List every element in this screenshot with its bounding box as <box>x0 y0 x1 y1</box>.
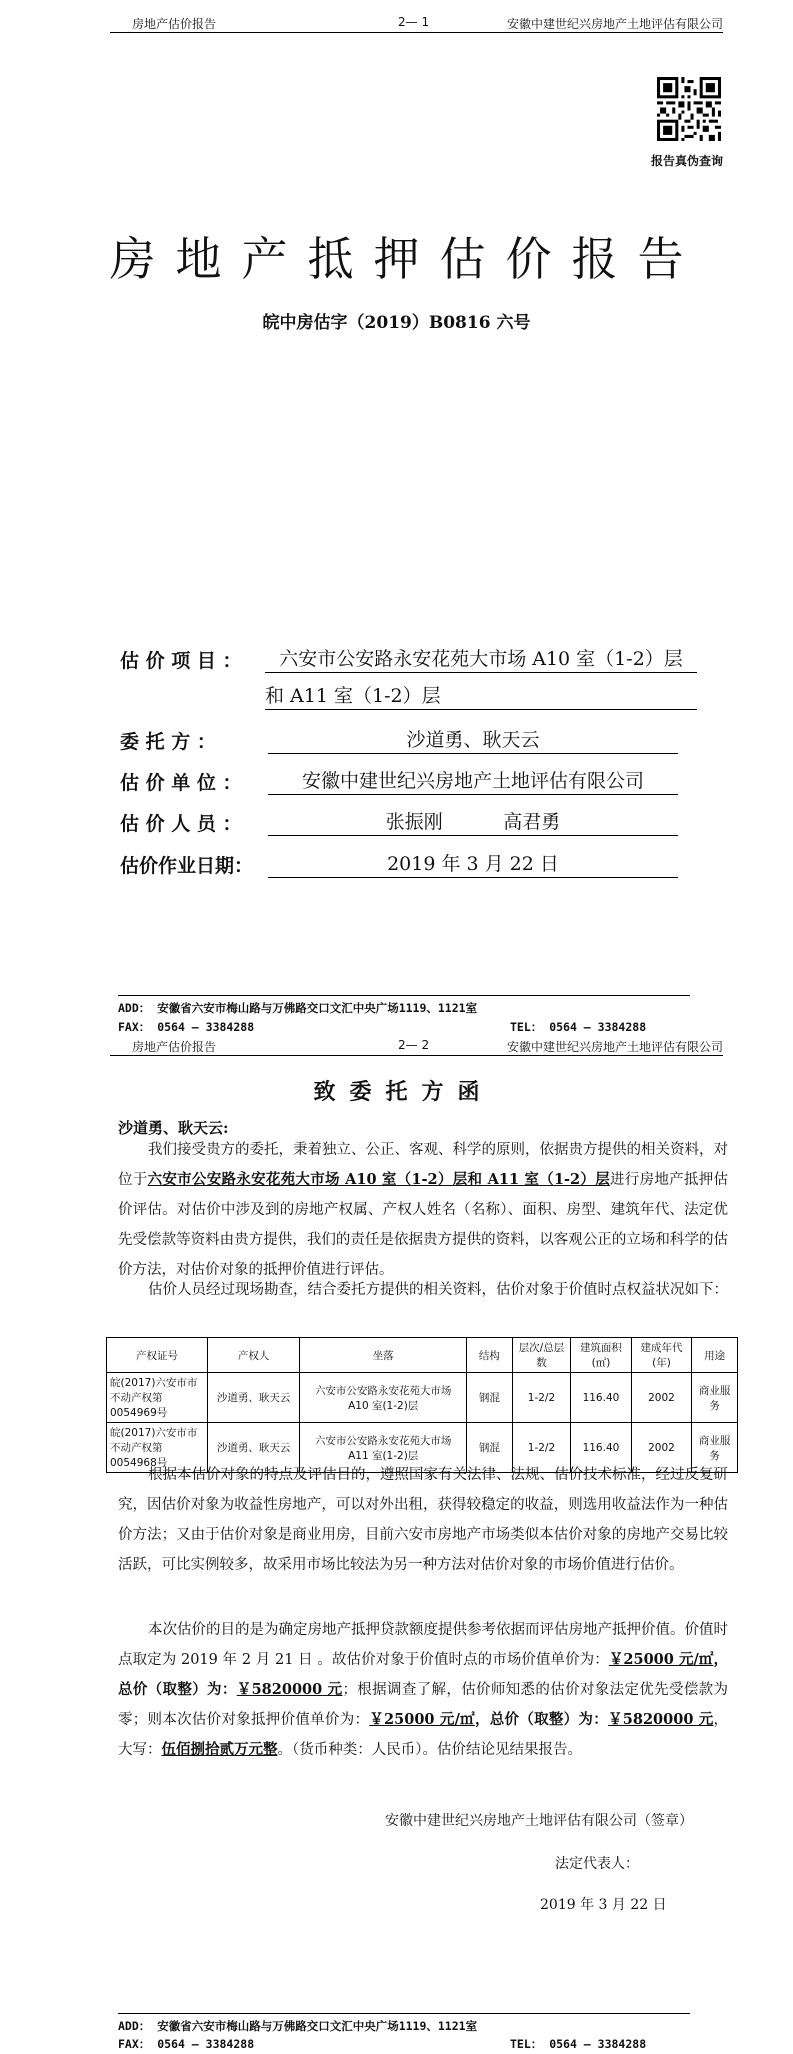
cell-structure: 钢混 <box>467 1373 513 1423</box>
letter-date: 2019 年 3 月 22 日 <box>540 1897 667 1913</box>
field-value: 沙道勇、耿天云 <box>268 727 678 754</box>
col-header: 建成年代(年) <box>631 1338 692 1373</box>
col-header: 用途 <box>692 1338 738 1373</box>
field-value: 安徽中建世纪兴房地产土地评估有限公司 <box>268 768 678 795</box>
intro-text: 我们接受贵方的委托，秉着独立、公正、客观、科学的原则，依据贵方提供的相关资料，对位于 <box>118 1142 728 1188</box>
conclusion-text: 。（货币种类：人民币）。估价结论见结果报告。 <box>277 1742 582 1758</box>
footer-divider <box>118 995 690 996</box>
page-title: 房地产抵押估价报告 <box>109 232 704 286</box>
field-label: 委 托 方 ： <box>120 731 216 753</box>
paragraph-survey: 估价人员经过现场勘查，结合委托方提供的相关资料，估价对象于价值时点权益状况如下： <box>148 1282 728 1298</box>
amount-in-words: 伍佰捌拾贰万元整 <box>161 1741 278 1758</box>
conclusion-text: ，总价（取整）为： <box>118 1651 729 1698</box>
qr-code-icon[interactable] <box>657 77 721 141</box>
header-page-number: 2— 1 <box>398 15 430 29</box>
legal-representative: 法定代表人： <box>555 1856 639 1872</box>
market-total-price: ￥5820000 元 <box>236 1681 343 1698</box>
col-header: 建筑面积(㎡) <box>571 1338 632 1373</box>
cell-location: 六安市公安路永安花苑大市场 A11 室(1-2)层 <box>300 1423 467 1473</box>
header-page-number: 2— 2 <box>398 1038 430 1052</box>
field-value: 六安市公安路永安花苑大市场 A10 室（1-2）层 <box>265 646 697 673</box>
header-left: 房地产估价报告 <box>132 17 217 31</box>
cell-year: 2002 <box>631 1373 692 1423</box>
footer-tel: TEL： 0564 — 3384288 <box>510 2037 647 2051</box>
cell-area: 116.40 <box>571 1423 632 1473</box>
header-company: 安徽中建世纪兴房地产土地评估有限公司 <box>506 17 723 31</box>
table-header-row <box>107 1338 738 1373</box>
mortgage-unit-price: ￥25000 元/㎡ <box>369 1711 475 1728</box>
col-header: 层次/总层数 <box>512 1338 570 1373</box>
conclusion-text: 本次估价的目的是为确定房地产抵押贷款额度提供参考依据而评估房地产抵押价值。价值时点取定为 2019 年 2 月 21 日 。故估价对象于价值时点的市场价值单价为： <box>118 1622 728 1668</box>
mortgage-total-price: ￥5820000 元 <box>608 1711 714 1728</box>
qr-caption: 报告真伪查询 <box>651 154 724 168</box>
field-value: 和 A11 室（1-2）层 <box>265 683 697 710</box>
header-company: 安徽中建世纪兴房地产土地评估有限公司 <box>506 1040 723 1054</box>
footer-tel: TEL： 0564 — 3384288 <box>510 1020 647 1034</box>
col-header: 结构 <box>467 1338 513 1373</box>
market-unit-price: ￥25000 元/㎡ <box>608 1651 714 1668</box>
cell-use: 商业服务 <box>692 1373 738 1423</box>
cell-cert-no: 皖(2017)六安市市不动产权第0054968号 <box>107 1423 208 1473</box>
field-label: 估价作业日期： <box>120 855 254 877</box>
client-letter-page <box>0 1035 793 2054</box>
paragraph-conclusion <box>118 1615 728 1765</box>
page-header <box>110 12 723 33</box>
cell-location: 六安市公安路永安花苑大市场 A10 室(1-2)层 <box>300 1373 467 1423</box>
property-table <box>106 1337 738 1473</box>
letter-title: 致委托方函 <box>313 1079 494 1105</box>
intro-text-cont: 进行房地产抵押估价评估。对估价中涉及到的房地产权属、产权人姓名（名称）、面积、房型、建筑年代、法定优先受偿款等资料由贵方提供，我们的责任是依据贵方提供的资料，以客观公正的立场和科学的估价方法，对估价对象的抵押价值进行评估。 <box>118 1172 728 1278</box>
conclusion-text: ；根据调查了解，估价师知悉的估价对象法定优先受偿款为零；则本次估价对象抵押价值单价为： <box>118 1682 729 1728</box>
field-label: 估 价 项 目 ： <box>120 650 242 672</box>
footer-address: ADD： 安徽省六安市梅山路与万佛路交口文汇中央广场1119、1121室 <box>118 1001 478 1015</box>
cell-floors: 1-2/2 <box>512 1373 570 1423</box>
field-label: 估 价 单 位 ： <box>120 772 242 794</box>
page-header <box>110 1035 723 1056</box>
footer-address: ADD： 安徽省六安市梅山路与万佛路交口文汇中央广场1119、1121室 <box>118 2019 478 2033</box>
cell-cert-no: 皖(2017)六安市市不动产权第0054969号 <box>107 1373 208 1423</box>
paragraph-intro <box>118 1135 728 1285</box>
cell-area: 116.40 <box>571 1373 632 1423</box>
footer-fax: FAX： 0564 — 3384288 <box>118 2037 255 2051</box>
field-label: 估 价 人 员 ： <box>120 813 242 835</box>
cell-structure: 钢混 <box>467 1423 513 1473</box>
field-value: 张振刚 高君勇 <box>268 809 678 836</box>
footer-divider <box>118 2013 690 2014</box>
company-signature: 安徽中建世纪兴房地产土地评估有限公司（签章） <box>385 1813 693 1829</box>
field-value: 2019 年 3 月 22 日 <box>268 851 678 878</box>
cell-owner: 沙道勇、耿天云 <box>207 1373 299 1423</box>
cell-floors: 1-2/2 <box>512 1423 570 1473</box>
footer-fax: FAX： 0564 — 3384288 <box>118 1020 255 1034</box>
header-left: 房地产估价报告 <box>132 1040 217 1054</box>
property-address: 六安市公安路永安花苑大市场 A10 室（1-2）层和 A11 室（1-2）层 <box>147 1171 610 1188</box>
report-number: 皖中房估字（2019）B0816 六号 <box>262 313 531 333</box>
paragraph-methods: 根据本估价对象的特点及评估目的，遵照国家有关法律、法规、估价技术标准，经过反复研究，因估价对象为收益性房地产，可以对外出租，获得较稳定的收益，则选用收益法作为一种估价方法；又由于估价对象是商业用房，目前六安市房地产市场类似本估价对象的房地产交易比较活跃，可比实例较多，故采用市场比较法为另一种方法对估价对象的市场价值进行估价。 <box>118 1467 728 1573</box>
cell-use: 商业服务 <box>692 1423 738 1473</box>
col-header: 坐落 <box>300 1338 467 1373</box>
table-row <box>107 1373 738 1423</box>
cell-owner: 沙道勇、耿天云 <box>207 1423 299 1473</box>
col-header: 产权人 <box>207 1338 299 1373</box>
salutation: 沙道勇、耿天云: <box>118 1119 229 1137</box>
cell-year: 2002 <box>631 1423 692 1473</box>
col-header: 产权证号 <box>107 1338 208 1373</box>
conclusion-text: ，总价（取整）为： <box>474 1711 608 1728</box>
conclusion-text: ，大写： <box>118 1712 729 1758</box>
